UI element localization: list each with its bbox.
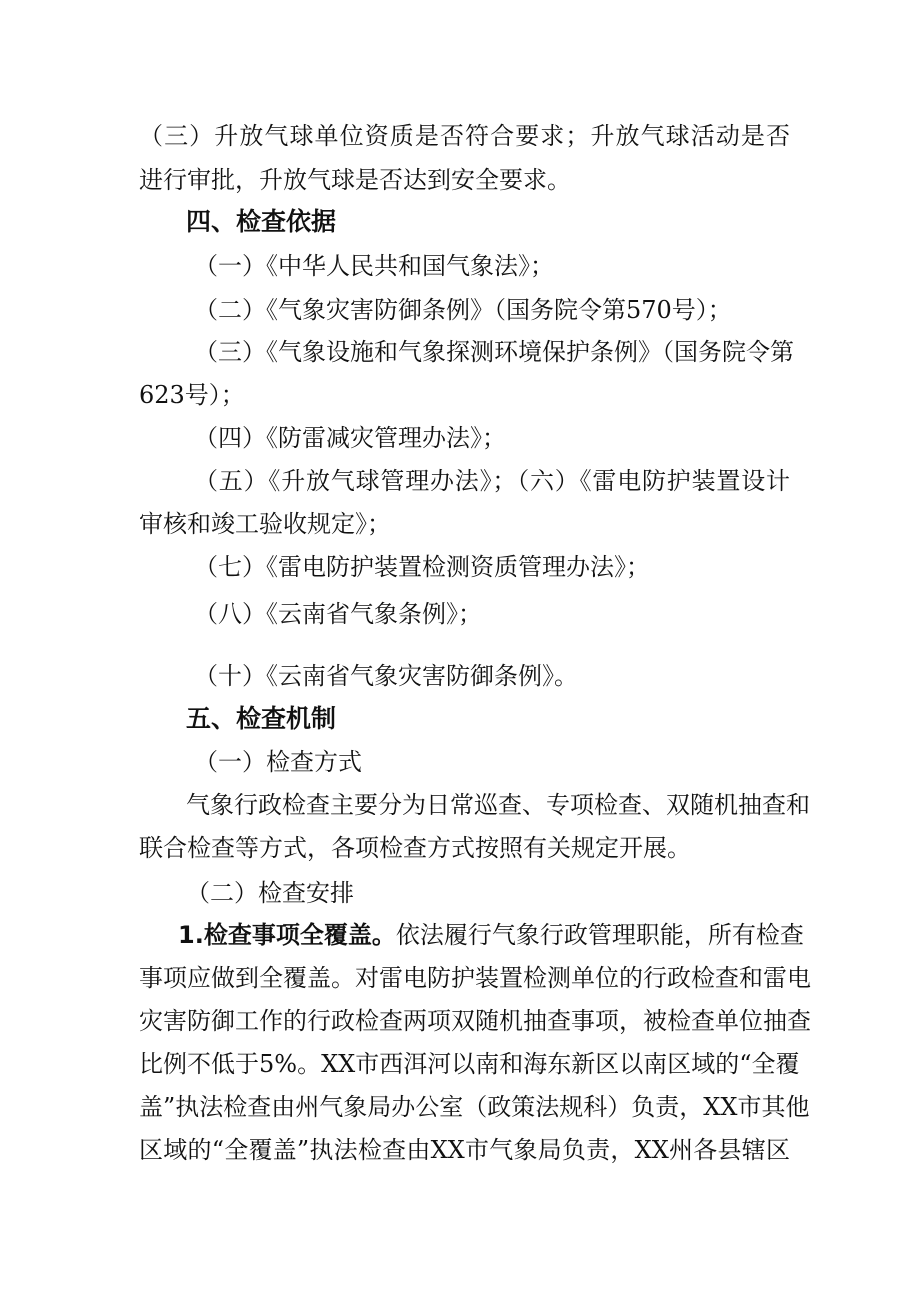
point1-line1-text: 依法履行气象行政管理职能，所有检查 <box>395 921 804 949</box>
paragraph-point1-line1 <box>178 919 804 951</box>
paragraph-point1-line2: 事项应做到全覆盖。对雷电防护装置检测单位的行政检查和雷电 <box>139 964 811 992</box>
section-heading-basis: 四、检查依据 <box>186 207 337 236</box>
basis-item-1: （一）《中华人民共和国气象法》； <box>194 252 554 280</box>
basis-item-2: （二）《气象灾害防御条例》（国务院令第570号）； <box>194 296 732 324</box>
paragraph-point1-line6: 区域的“全覆盖”执法检查由XX市气象局负责，XX州各县辖区 <box>139 1136 790 1164</box>
basis-item-3-line2: 623号）； <box>139 381 245 409</box>
paragraph-item3-line1: （三）升放气球单位资质是否符合要求；升放气球活动是否 <box>139 122 790 150</box>
basis-item-10: （十）《云南省气象灾害防御条例》。 <box>194 662 578 690</box>
section-heading-mechanism: 五、检查机制 <box>186 704 337 733</box>
paragraph-point1-line5: 盖”执法检查由州气象局办公室（政策法规科）负责，XX市其他 <box>139 1093 810 1121</box>
paragraph-method-line1: 气象行政检查主要分为日常巡查、专项检查、双随机抽查和 <box>186 791 810 819</box>
paragraph-point1-line3: 灾害防御工作的行政检查两项双随机抽查事项，被检查单位抽查 <box>139 1007 811 1035</box>
basis-item-5-line2: 审核和竣工验收规定》； <box>139 510 391 538</box>
basis-item-8: （八）《云南省气象条例》； <box>194 600 482 628</box>
subsection-heading-method: （一）检查方式 <box>194 748 362 776</box>
subsection-heading-arrangement: （二）检查安排 <box>186 879 354 907</box>
basis-item-4: （四）《防雷减灾管理办法》； <box>194 424 506 452</box>
paragraph-item3-line2: 进行审批，升放气球是否达到安全要求。 <box>139 166 571 194</box>
basis-item-3-line1: （三）《气象设施和气象探测环境保护条例》（国务院令第 <box>194 338 794 366</box>
paragraph-method-line2: 联合检查等方式，各项检查方式按照有关规定开展。 <box>139 834 691 862</box>
basis-item-7: （七）《雷电防护装置检测资质管理办法》； <box>194 553 650 581</box>
paragraph-point1-line4: 比例不低于5%。XX市西洱河以南和海东新区以南区域的“全覆 <box>139 1050 800 1078</box>
point1-label: 1.检查事项全覆盖。 <box>178 921 396 949</box>
basis-item-5-line1: （五）《升放气球管理办法》；（六）《雷电防护装置设计 <box>194 467 790 495</box>
